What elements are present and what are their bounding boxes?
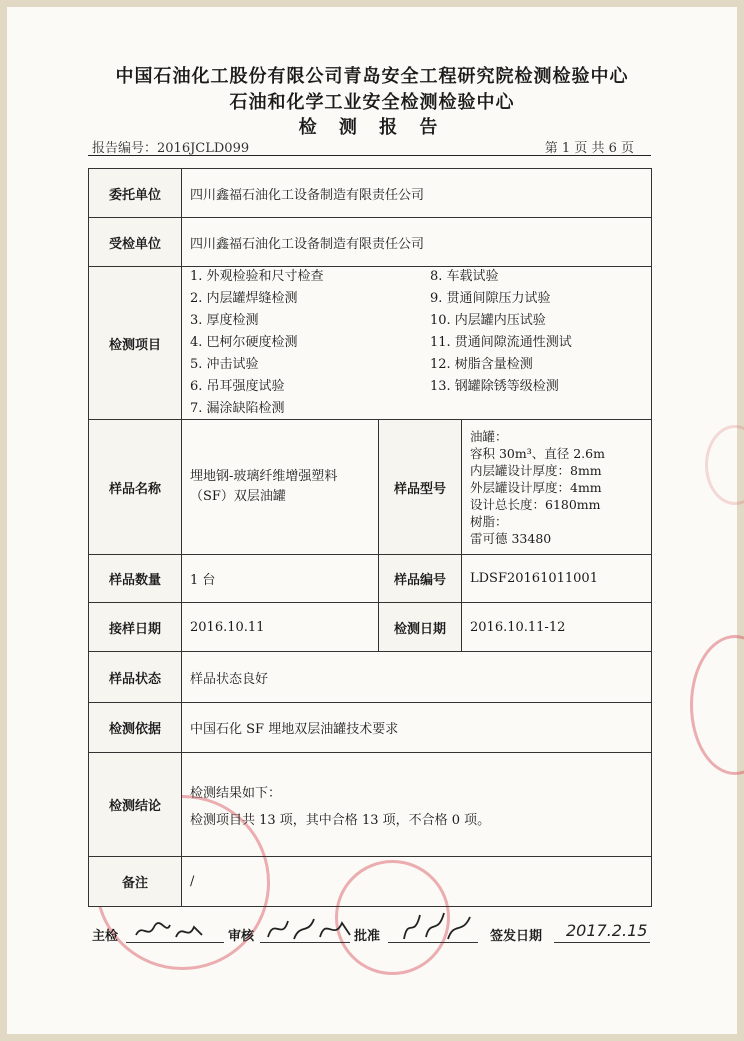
items-label: 检测项目 (89, 267, 182, 420)
spec-line: 油罐： (470, 428, 508, 444)
list-item: 5. 冲击试验 (190, 357, 259, 372)
client-label: 委托单位 (89, 169, 182, 218)
list-item: 3. 厚度检测 (190, 313, 259, 328)
list-item: 7. 漏涂缺陷检测 (190, 401, 285, 416)
table-row (89, 555, 652, 603)
conclusion-line: 检测项目共 13 项，其中合格 13 项，不合格 0 项。 (190, 812, 491, 828)
spec-line: 雷可德 33480 (470, 530, 552, 546)
issue-date-label: 签发日期 (490, 929, 543, 944)
approver-label: 批准 (354, 929, 381, 944)
spec-line: 外层罐设计厚度：4mm (470, 479, 602, 495)
header-center: 石油和化学工业安全检测检验中心 (229, 92, 515, 113)
conclusion-cell (182, 753, 652, 857)
conclusion-line: 检测结果如下： (190, 785, 282, 801)
qty-value: 1 台 (182, 555, 379, 603)
recv-date-label: 接样日期 (89, 603, 182, 652)
qty-label: 样品数量 (89, 555, 182, 603)
spec-line: 容积 30m³、直径 2.6m (470, 445, 605, 461)
reviewer-label: 审核 (228, 929, 255, 944)
client-value: 四川鑫福石油化工设备制造有限责任公司 (182, 169, 652, 218)
spec-line: 设计总长度：6180mm (470, 496, 601, 512)
recv-date-value: 2016.10.11 (182, 603, 379, 652)
inspector-signature (132, 917, 212, 945)
basis-label: 检测依据 (89, 703, 182, 753)
state-label: 样品状态 (89, 652, 182, 703)
table-row (89, 420, 652, 555)
header-institute: 中国石油化工股份有限公司青岛安全工程研究院检测检验中心 (115, 66, 629, 87)
table-row (89, 169, 652, 218)
sample-model-value (462, 420, 652, 555)
items-list (190, 268, 643, 418)
list-item: 12. 树脂含量检测 (430, 357, 533, 372)
sample-model-label: 样品型号 (379, 420, 462, 555)
list-item: 8. 车载试验 (430, 269, 499, 284)
approver-signature (398, 909, 478, 945)
list-item: 10. 内层罐内压试验 (430, 313, 546, 328)
conclusion-label: 检测结论 (89, 753, 182, 857)
table-row (89, 603, 652, 652)
sample-no-label: 样品编号 (379, 555, 462, 603)
sample-name-label: 样品名称 (89, 420, 182, 555)
sample-name-value: 埋地钢-玻璃纤维增强塑料（SF）双层油罐 (182, 420, 379, 555)
remark-value: / (182, 857, 652, 907)
inspected-value: 四川鑫福石油化工设备制造有限责任公司 (182, 218, 652, 267)
table-row (89, 267, 652, 420)
table-row (89, 652, 652, 703)
inspected-label: 受检单位 (89, 218, 182, 267)
list-item: 6. 吊耳强度试验 (190, 379, 285, 394)
table-row (89, 703, 652, 753)
list-item: 4. 巴柯尔硬度检测 (190, 335, 298, 350)
items-cell (182, 267, 652, 420)
list-item: 9. 贯通间隙压力试验 (430, 291, 551, 306)
state-value: 样品状态良好 (182, 652, 652, 703)
report-title: 检 测 报 告 (298, 117, 446, 138)
basis-value: 中国石化 SF 埋地双层油罐技术要求 (182, 703, 652, 753)
page-number: 第 1 页 共 6 页 (544, 141, 634, 156)
inspector-label: 主检 (92, 929, 119, 944)
header-divider (88, 155, 651, 156)
list-item (430, 400, 643, 418)
list-item: 2. 内层罐焊缝检测 (190, 291, 298, 306)
test-date-label: 检测日期 (379, 603, 462, 652)
reviewer-signature (264, 913, 354, 945)
spec-line: 内层罐设计厚度：8mm (470, 462, 602, 478)
report-table (88, 168, 652, 907)
table-row (89, 218, 652, 267)
spec-line: 树脂： (470, 513, 508, 529)
remark-label: 备注 (89, 857, 182, 907)
table-row (89, 753, 652, 857)
list-item: 13. 钢罐除锈等级检测 (430, 379, 559, 394)
issue-date-line (554, 942, 650, 943)
report-number: 报告编号：2016JCLD099 (92, 141, 250, 156)
sample-no-value: LDSF20161011001 (462, 555, 652, 603)
issue-date-handwritten: 2017.2.15 (566, 921, 648, 940)
signature-row (92, 921, 672, 951)
test-date-value: 2016.10.11-12 (462, 603, 652, 652)
list-item: 1. 外观检验和尺寸检查 (190, 269, 324, 284)
table-row (89, 857, 652, 907)
list-item: 11. 贯通间隙流通性测试 (430, 335, 572, 350)
